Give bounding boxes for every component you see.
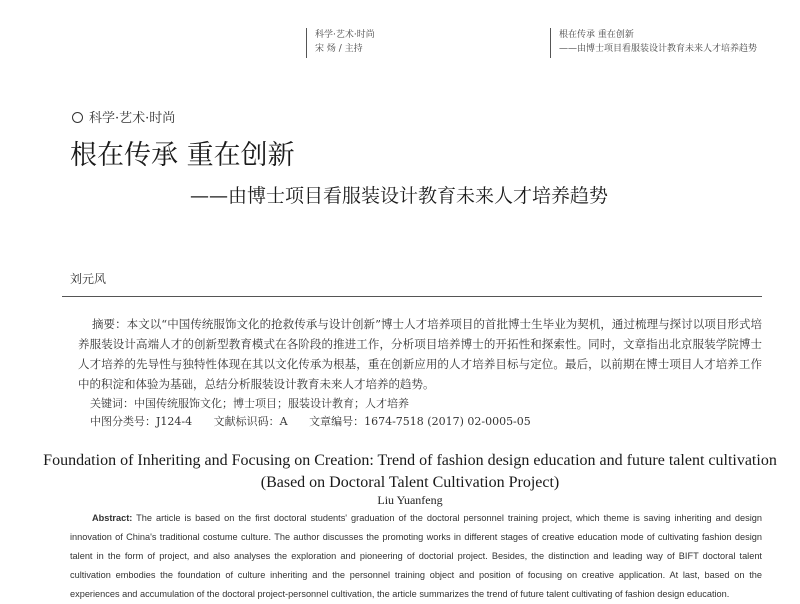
article-title: 根在传承 重在创新 (70, 140, 295, 171)
document-code: 文献标识码：A (213, 415, 288, 428)
abstract-cn-text: 本文以“中国传统服饰文化的抢救传承与设计创新”博士人才培养项目的首批博士生毕业为契机，通过梳理与探讨以项目形式培养服装设计高端人才的创新型教育模式在各阶段的推进工作，分析项目培养博士的开拓性和探索性。同时，文章指出北京服装学院博士人才培养的先导性与独特性体现在其以文化传承为根基，重在创新应用的人才培养目标与定位。最后，以前期在博士项目人才培养工作中的积淀和体验为基础，总结分析服装设计教育未来人才培养的趋势。 (78, 317, 763, 391)
abstract-cn (78, 314, 762, 394)
divider (62, 296, 762, 297)
section-label-text: 科学·艺术·时尚 (89, 111, 176, 126)
header-subtitle: ——由博士项目看服装设计教育未来人才培养趋势 (559, 44, 758, 54)
running-header-right (550, 28, 789, 58)
article-subtitle: ——由博士项目看服装设计教育未来人才培养趋势 (190, 185, 609, 207)
abstract-en-text: The article is based on the first doctoral students' graduation of the doctoral personnel training project, which theme is saving inheriting and design innovation of China's traditional costume culture. The author discusses the promoting works in different stages of creative education mode of cultivating fashion design talent in the form of project, and also analyses the exploration and pioneering of doctorial project. Besides, the distinction and leading way of BIFT doctoral talent cultivation embodies the foundation of culture inheriting and the personnel training object and position of focusing on creative application. At last, based on the experiences and accumulation of the doctoral project-personnel cultivation, the article summarizes the trend of future talent cultivating of fashion design education. (70, 513, 762, 599)
article-title-en: Foundation of Inheriting and Focusing on Creation: Trend of fashion design education and future talent cultivation (Based on Doctoral Talent Cultivation Project) (43, 452, 777, 491)
keywords (90, 396, 427, 412)
header-column-name: 科学·艺术·时尚 (315, 30, 375, 40)
abstract-en-label: Abstract: (92, 513, 133, 523)
abstract-en (70, 509, 762, 604)
clc-number: 中图分类号：J124-4 (90, 415, 193, 428)
section-label (72, 107, 175, 126)
header-host: 宋 炀 / 主持 (315, 44, 363, 54)
article-number: 文章编号：1674-7518 (2017) 02-0005-05 (309, 415, 531, 428)
author-name-en: Liu Yuanfeng (377, 493, 443, 507)
circle-icon (72, 112, 83, 123)
classification-line (90, 414, 549, 430)
header-title: 根在传承 重在创新 (559, 30, 634, 40)
running-header-left (306, 28, 525, 58)
abstract-cn-label: 摘要： (92, 317, 127, 331)
author-name-cn: 刘元风 (70, 272, 107, 286)
keywords-text: 中国传统服饰文化；博士项目；服装设计教育；人才培养 (134, 397, 409, 410)
keywords-label: 关键词： (90, 397, 134, 410)
